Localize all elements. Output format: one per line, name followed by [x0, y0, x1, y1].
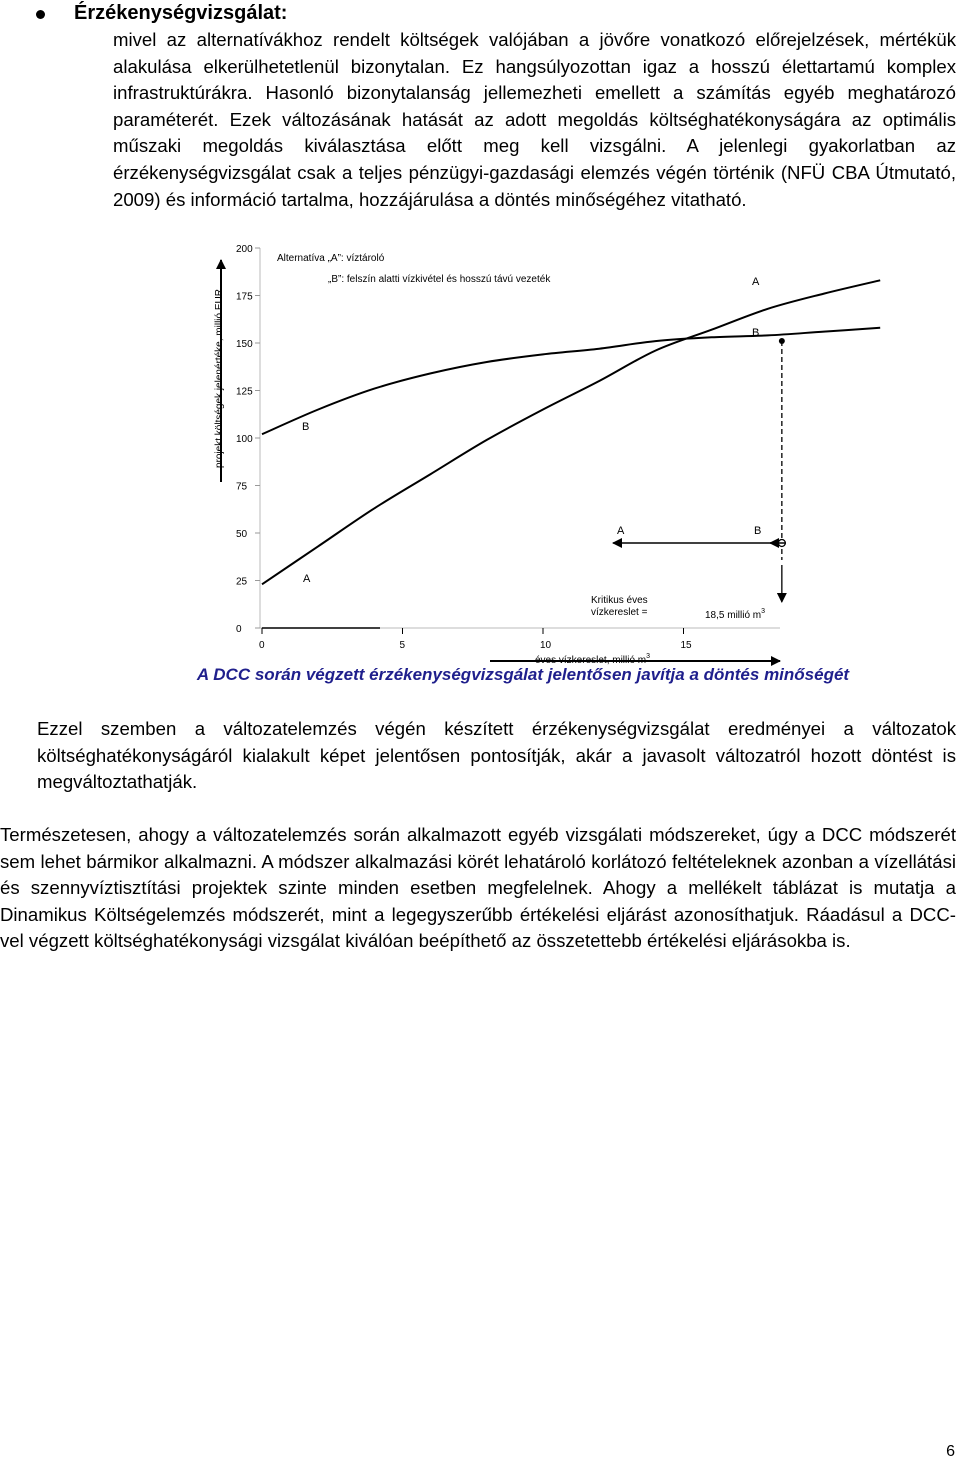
y-tick-label: 50 — [236, 529, 248, 540]
series-a-start-label: A — [303, 573, 311, 585]
critical-text-2: vízkereslet = — [591, 607, 648, 618]
section-title: Érzékenységvizsgálat: — [74, 2, 288, 24]
series-a-line — [262, 280, 880, 584]
region-b-label: B — [754, 525, 762, 537]
region-a-label: A — [617, 525, 625, 537]
intro-paragraph: mivel az alternatívákhoz rendelt költségek valójában a jövőre vonatkozó előrejelzések, mértékük alakulása elkerülhetetlenül bizonytalan. Ez hangsúlyozottan igaz a hosszú élettartamú komplex infrastruktúrákra. Hasonló bizonytalanság jellemezheti emellett a számítás egyéb meghatározó paraméterét. Ezek változásának hatását az adott megoldás költséghatékonyságára az optimális műszaki megoldás kiválasztása előtt meg kell vizsgálni. A jelenlegi gyakorlatban az érzékenységvizsgálat csak a teljes pénzügyi-gazdasági elemzés végén történik (NFÜ CBA Útmutató, 2009) és információ tartalma, hozzájárulása a döntés minőségéhez vitatható. — [113, 29, 956, 210]
y-tick-label: 175 — [236, 291, 253, 303]
sensitivity-chart — [0, 230, 960, 670]
series-b-start-label: B — [302, 421, 310, 433]
x-axis-label: éves vízkereslet, millió $m^3$ — [535, 653, 651, 666]
legend-b: „B”: felszín alatti vízkivétel és hosszú távú vezeték — [328, 274, 551, 285]
y-tick-label: 125 — [236, 386, 253, 398]
y-tick-label: 100 — [236, 434, 253, 445]
paragraph-3: Természetesen, ahogy a változatelemzés során alkalmazott egyéb vizsgálati módszereket, úgy a DCC módszerét sem lehet bármikor alkalmazni. A módszer alkalmazási körét lehatároló korlátozó feltételeknek azonban a vízellátási és szennyvíztisztítási projektek szinte minden esetben megfelelnek. Ahogy a mellékelt táblázat is mutatja a Dinamikus Költségelemzés módszerét, mint a legegyszerűbb értékelési eljárást azonosíthatjuk. Ráadásul a DCC-vel végzett költséghatékonysági vizsgálat kiválóan beépíthető az összetettebb értékelési eljárásokba is. — [0, 824, 956, 952]
y-tick-label: 150 — [236, 339, 253, 350]
bullet-icon — [36, 10, 45, 19]
legend-a: Alternatíva „A”: víztároló — [277, 253, 385, 264]
critical-value: 18,5 millió $m^3$ — [705, 608, 766, 621]
x-tick-label: 10 — [540, 640, 552, 651]
y-tick-label: 200 — [236, 244, 253, 255]
series-b-line — [262, 328, 880, 434]
critical-text-1: Kritikus éves — [591, 595, 648, 606]
paragraph-2: Ezzel szemben a változatelemzés végén készített érzékenységvizsgálat eredményei a változatok költséghatékonyságáról kialakult képet jelentősen pontosítják, akár a javasolt változatról hozott döntést is megváltoztathatják. — [37, 718, 956, 793]
y-ticks — [236, 244, 260, 635]
y-tick-label: 0 — [236, 624, 242, 635]
chart-caption: A DCC során végzett érzékenységvizsgálat jelentősen javítja a döntés minőségét — [196, 665, 850, 684]
y-axis-label: projekt költségek jelenértéke, millió EUR — [214, 289, 225, 468]
x-tick-label: 0 — [259, 640, 265, 651]
x-tick-label: 5 — [399, 640, 406, 651]
x-tick-label: 15 — [680, 640, 692, 651]
x-ticks — [259, 628, 692, 651]
section-heading — [38, 2, 287, 25]
page-number: 6 — [946, 1443, 955, 1460]
y-tick-label: 25 — [236, 576, 248, 588]
series-b-end-label: B — [752, 327, 760, 339]
series-a-end-label: A — [752, 276, 760, 288]
y-tick-label: 75 — [236, 481, 248, 493]
